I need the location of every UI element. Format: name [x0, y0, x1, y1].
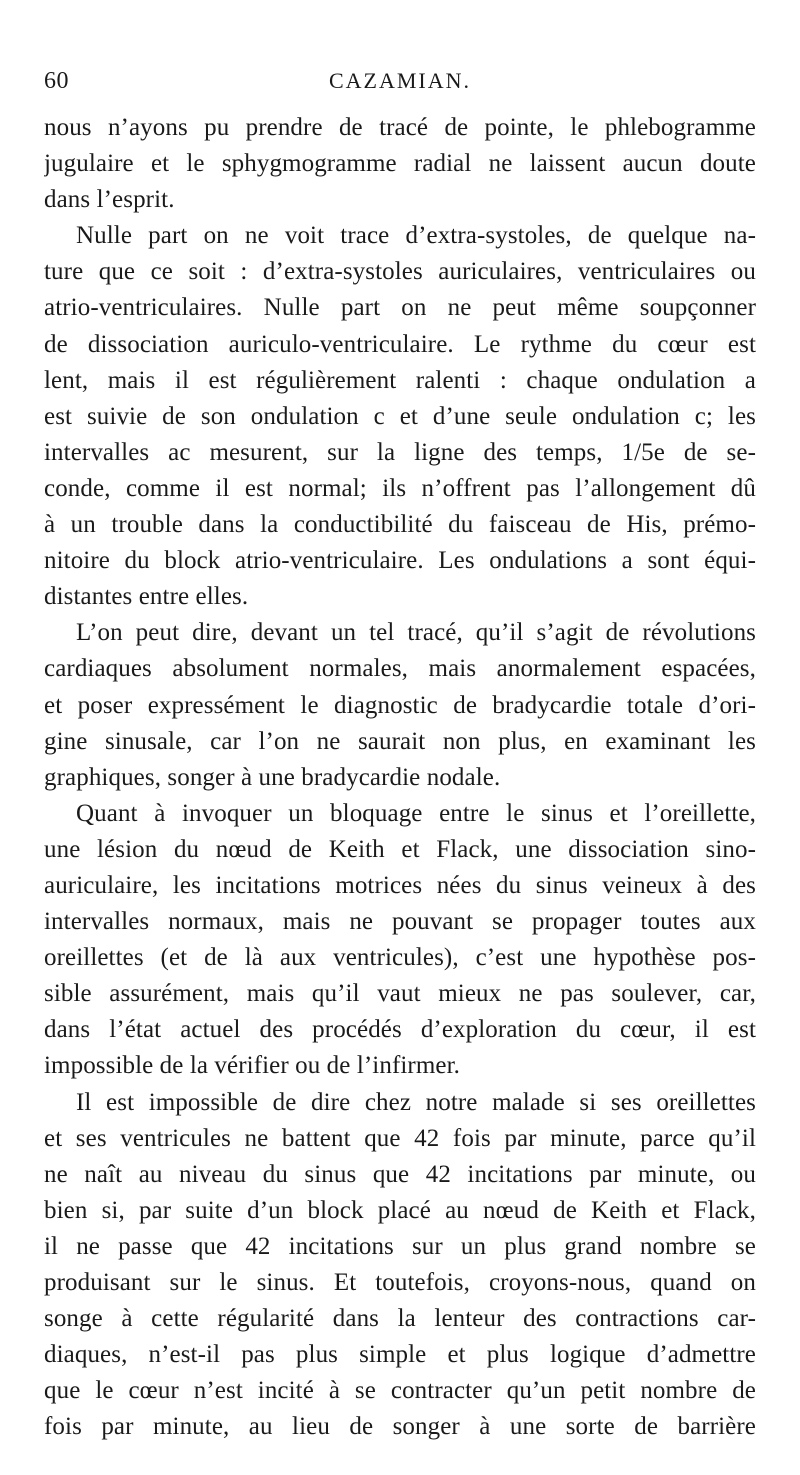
- text-line: Nulle part on ne voit trace d’extra-systoles, de quelque na-: [76, 222, 756, 250]
- text-line: diaques, n’est-il pas plus simple et plus logique d’admettre: [44, 1341, 756, 1369]
- text-line: il ne passe que 42 incitations sur un plus grand nombre se: [44, 1232, 756, 1260]
- body-text: [44, 110, 756, 1445]
- text-line: est suivie de son ondulation c et d’une seule ondulation c; les: [44, 402, 756, 430]
- text-line: dans l’état actuel des procédés d’exploration du cœur, il est: [44, 1016, 756, 1044]
- text-line: Il est impossible de dire chez notre malade si ses oreillettes: [76, 1088, 756, 1116]
- text-line: une lésion du nœud de Keith et Flack, une dissociation sino-: [44, 835, 756, 863]
- text-line: produisant sur le sinus. Et toutefois, croyons-nous, quand on: [44, 1269, 756, 1296]
- text-line: que le cœur n’est incité à se contracter qu’un petit nombre de: [44, 1377, 756, 1405]
- text-line: gine sinusale, car l’on ne saurait non plus, en examinant les: [44, 727, 756, 755]
- running-title: CAZAMIAN.: [328, 68, 472, 93]
- text-line: ne naît au niveau du sinus que 42 incitations par minute, ou: [44, 1160, 756, 1188]
- running-head: [44, 68, 756, 98]
- text-line: graphiques, songer à une bradycardie nodale.: [44, 763, 501, 791]
- text-line: fois par minute, au lieu de songer à une sorte de barrière: [44, 1413, 756, 1441]
- page-number: 60: [44, 68, 69, 94]
- text-line: et ses ventricules ne battent que 42 fois par minute, parce qu’il: [44, 1124, 756, 1152]
- text-line: dans l’esprit.: [44, 186, 175, 214]
- text-line: distantes entre elles.: [44, 583, 249, 611]
- text-line: impossible de la vérifier ou de l’infirmer.: [44, 1052, 460, 1080]
- text-line: à un trouble dans la conductibilité du faisceau de His, prémo-: [44, 511, 756, 539]
- text-line: oreillettes (et de là aux ventricules), c’est une hypothèse pos-: [44, 944, 756, 972]
- text-line: nous n’ayons pu prendre de tracé de pointe, le phlebogramme: [44, 114, 756, 141]
- text-line: ture que ce soit : d’extra-systoles auriculaires, ventriculaires ou: [44, 258, 756, 286]
- text-line: de dissociation auriculo-ventriculaire. Le rythme du cœur est: [44, 330, 756, 358]
- text-line: bien si, par suite d’un block placé au nœud de Keith et Flack,: [44, 1196, 756, 1224]
- text-line: sible assurément, mais qu’il vaut mieux ne pas soulever, car,: [44, 980, 756, 1008]
- text-line: et poser expressément le diagnostic de bradycardie totale d’ori-: [44, 691, 756, 719]
- text-line: auriculaire, les incitations motrices nées du sinus veineux à des: [44, 871, 756, 899]
- text-line: intervalles ac mesurent, sur la ligne des temps, 1/5e de se-: [44, 438, 756, 466]
- text-line: lent, mais il est régulièrement ralenti : chaque ondulation a: [44, 366, 756, 394]
- text-line: intervalles normaux, mais ne pouvant se propager toutes aux: [44, 908, 756, 936]
- text-line: Quant à invoquer un bloquage entre le sinus et l’oreillette,: [76, 799, 756, 827]
- text-line: songe à cette régularité dans la lenteur des contractions car-: [44, 1305, 756, 1333]
- text-line: atrio-ventriculaires. Nulle part on ne peut même soupçonner: [44, 294, 756, 322]
- text-line: conde, comme il est normal; ils n’offrent pas l’allongement dû: [44, 474, 756, 502]
- text-line: L’on peut dire, devant un tel tracé, qu’il s’agit de révolutions: [76, 619, 756, 647]
- text-line: nitoire du block atrio-ventriculaire. Les ondulations a sont équi-: [44, 547, 756, 575]
- text-line: jugulaire et le sphygmogramme radial ne laissent aucun doute: [44, 150, 756, 178]
- text-line: cardiaques absolument normales, mais anormalement espacées,: [44, 655, 756, 683]
